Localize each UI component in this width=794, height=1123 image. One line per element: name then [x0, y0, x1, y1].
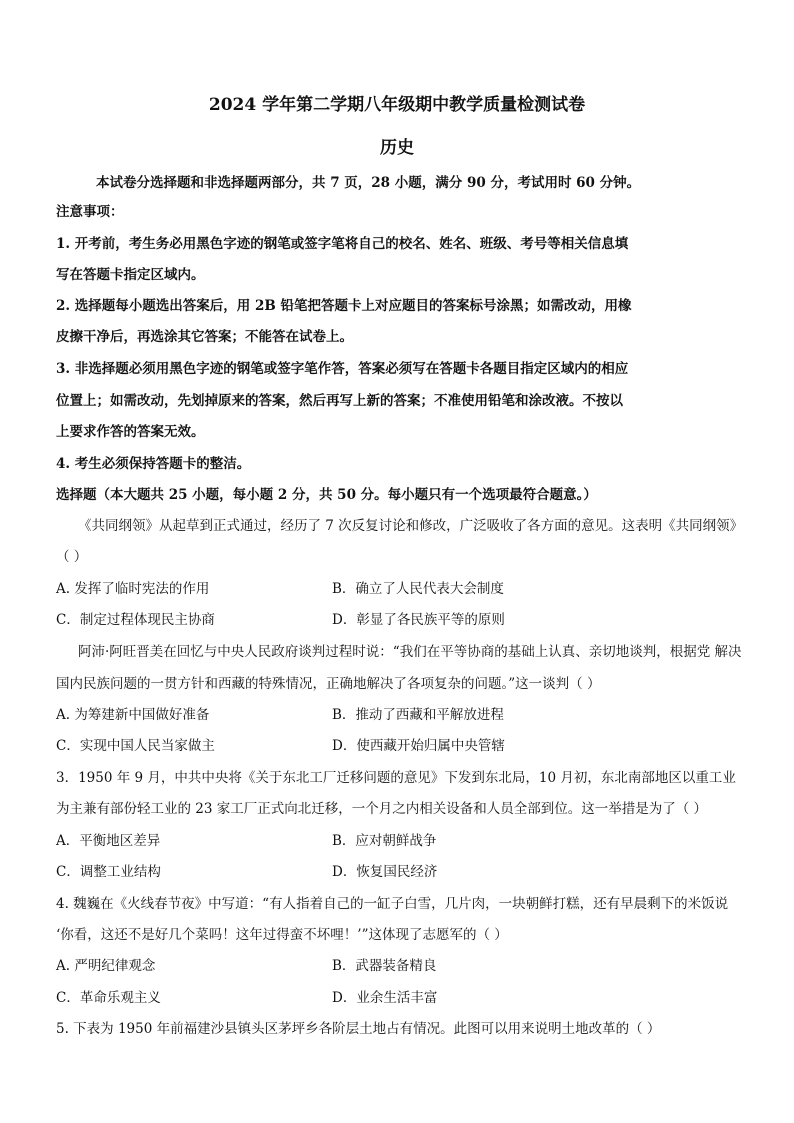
question-2-option-c: C．实现中国人民当家做主: [56, 738, 215, 754]
section-heading: 选择题（本大题共 25 小题，每小题 2 分，共 50 分。每小题只有一个选项最符合题意。）: [56, 487, 597, 503]
question-1-stem-line-1: 《共同纲领》从起草到正式通过，经历了 7 次反复讨论和修改，广泛吸收了各方面的意见。这表明《共同纲领》: [78, 518, 744, 534]
notice-item-2-line-1: 2. 选择题每小题选出答案后，用 2B 铅笔把答题卡上对应题目的答案标号涂黑；如需改动，用橡: [56, 298, 632, 314]
question-5-stem-line-1: 5. 下表为 1950 年前福建沙县镇头区茅坪乡各阶层土地占有情况。此图可以用来说明土地改革的（ ）: [56, 1021, 661, 1037]
notice-item-2-line-2: 皮擦干净后，再选涂其它答案；不能答在试卷上。: [56, 329, 353, 345]
subject-title: 历史: [380, 138, 414, 158]
question-4-option-b: B．武器装备精良: [332, 958, 437, 974]
question-3-stem-line-2: 为主兼有部份轻工业的 23 家工厂正式向北迁移，一个月之内相关设备和人员全部到位。这一举措是为了（ ）: [56, 801, 708, 817]
question-1-option-b: B．确立了人民代表大会制度: [332, 581, 504, 597]
question-3-option-d: D．恢复国民经济: [332, 864, 438, 880]
question-4-option-c: C．革命乐观主义: [56, 990, 161, 1006]
notice-item-1-line-1: 1. 开考前，考生务必用黑色字迹的钢笔或签字笔将自己的校名、姓名、班级、考号等相关信息填: [56, 236, 629, 252]
question-4-option-a: A. 严明纪律观念: [56, 958, 156, 974]
question-1-option-a: A. 发挥了临时宪法的作用: [56, 581, 210, 597]
question-1-stem-line-2: （ ）: [56, 549, 88, 565]
question-2-option-a: A. 为筹建新中国做好准备: [56, 707, 210, 723]
notice-item-3-line-3: 上要求作答的答案无效。: [56, 424, 205, 440]
notice-item-3-line-2: 位置上；如需改动，先划掉原来的答案，然后再写上新的答案；不准使用铅笔和涂改液。不按以: [56, 393, 623, 409]
question-1-option-d: D．彰显了各民族平等的原则: [332, 612, 505, 628]
question-4-stem-line-2: ‘你看，这还不是好几个菜吗！这年过得蛮不坏哩！’”这体现了志愿军的（ ）: [56, 927, 508, 943]
exam-intro: 本试卷分选择题和非选择题两部分，共 7 页，28 小题，满分 90 分，考试用时 60 分钟。: [96, 175, 641, 191]
question-2-option-b: B．推动了西藏和平解放进程: [332, 707, 504, 723]
notice-heading: 注意事项：: [56, 204, 124, 220]
notice-item-4: 4. 考生必须保持答题卡的整洁。: [56, 456, 251, 472]
exam-title: 2024 学年第二学期八年级期中教学质量检测试卷: [208, 95, 586, 115]
question-2-stem-line-2: 国内民族问题的一贯方针和西藏的特殊情况，正确地解决了各项复杂的问题。”这一谈判（ ）: [56, 676, 601, 692]
question-3-option-a: A．平衡地区差异: [56, 833, 161, 849]
question-3-option-b: B．应对朝鲜战争: [332, 833, 437, 849]
question-4-stem-line-1: 4. 魏巍在《火线春节夜》中写道：“有人指着自己的一缸子白雪，几片肉，一块朝鲜打糕，还有早晨剩下的米饭说: [56, 896, 729, 912]
question-2-stem-line-1: 阿沛·阿旺晋美在回忆与中央人民政府谈判过程时说：“我们在平等协商的基础上认真、亲切地谈判，根据党 解决: [78, 644, 742, 660]
question-3-option-c: C．调整工业结构: [56, 864, 161, 880]
question-3-stem-line-1: 3．1950 年 9 月，中共中央将《关于东北工厂迁移问题的意见》下发到东北局，10 月初，东北南部地区以重工业: [56, 770, 736, 786]
question-4-option-d: D．业余生活丰富: [332, 990, 438, 1006]
notice-item-1-line-2: 写在答题卡指定区域内。: [56, 267, 205, 283]
question-1-option-c: C．制定过程体现民主协商: [56, 612, 215, 628]
notice-item-3-line-1: 3. 非选择题必须用黑色字迹的钢笔或签字笔作答，答案必须写在答题卡各题目指定区域内的相应: [56, 361, 629, 377]
question-2-option-d: D．使西藏开始归属中央管辖: [332, 738, 505, 754]
